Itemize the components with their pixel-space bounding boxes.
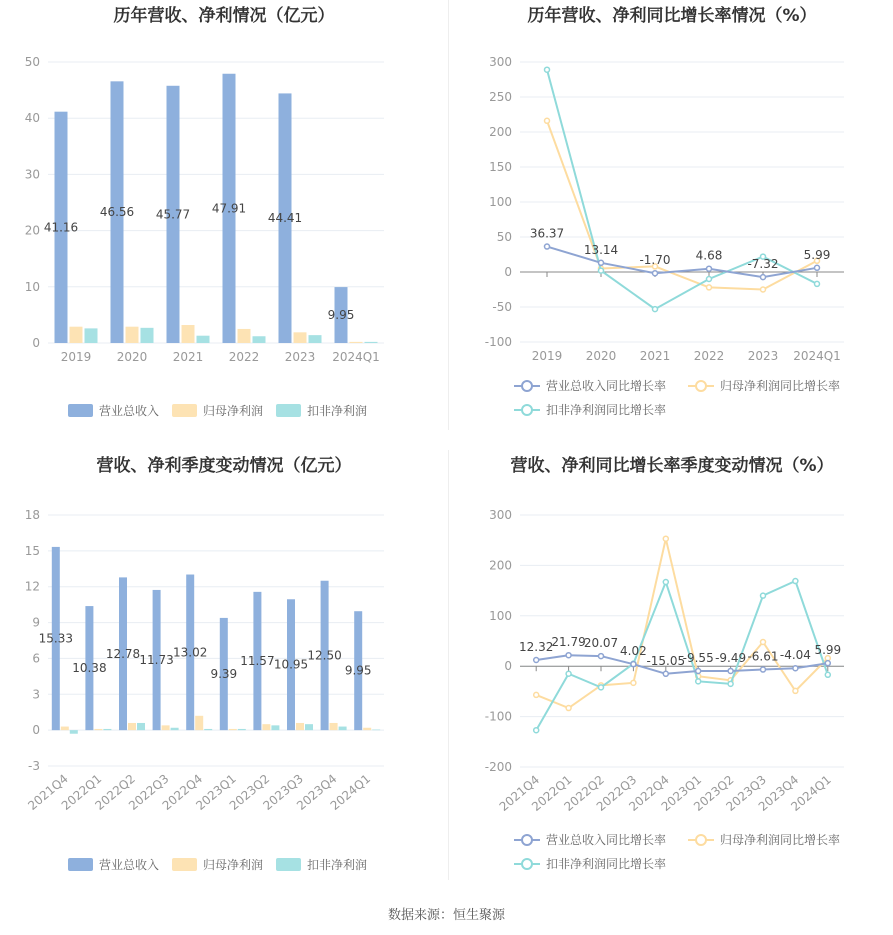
chart-title: 营收、净利同比增长率季度变动情况（%） bbox=[510, 456, 834, 476]
legend-color-swatch bbox=[172, 404, 197, 417]
x-tick-label: 2024Q1 bbox=[793, 349, 841, 363]
x-tick-label: 2023Q2 bbox=[691, 772, 737, 814]
data-point bbox=[599, 268, 604, 273]
legend-label: 扣非净利润同比增长率 bbox=[546, 857, 667, 871]
data-point bbox=[761, 275, 766, 280]
data-point bbox=[793, 666, 798, 671]
legend-circle-marker bbox=[696, 835, 706, 845]
legend-circle-marker bbox=[522, 835, 532, 845]
legend-label: 营业总收入同比增长率 bbox=[546, 379, 667, 393]
legend-label: 营业总收入同比增长率 bbox=[546, 833, 667, 847]
bar-deducted-profit bbox=[309, 335, 322, 343]
x-tick-label: 2023Q1 bbox=[193, 771, 239, 813]
bar-data-label: 13.02 bbox=[173, 645, 208, 660]
y-tick-label: 200 bbox=[489, 558, 512, 573]
data-point bbox=[728, 668, 733, 673]
bar-data-label: 10.95 bbox=[273, 657, 309, 672]
chart-title: 营收、净利季度变动情况（亿元） bbox=[96, 456, 352, 476]
data-point bbox=[761, 287, 766, 292]
data-point bbox=[815, 265, 820, 270]
bar-net-profit bbox=[296, 723, 304, 730]
y-tick-label: 0 bbox=[32, 336, 40, 350]
bar-net-profit bbox=[182, 325, 195, 343]
bar-data-label: 12.78 bbox=[105, 646, 141, 661]
bar-deducted-profit bbox=[141, 328, 154, 343]
x-tick-label: 2023Q1 bbox=[658, 772, 705, 814]
bar-deducted-profit bbox=[238, 729, 246, 730]
data-point bbox=[653, 307, 658, 312]
line-data-label: 36.37 bbox=[529, 226, 565, 241]
bar-data-label: 12.50 bbox=[307, 648, 342, 663]
x-tick-label: 2023 bbox=[284, 350, 316, 364]
line-data-label: 4.02 bbox=[620, 644, 647, 659]
data-point bbox=[599, 685, 604, 690]
data-point bbox=[534, 692, 539, 697]
x-tick-label: 2023Q2 bbox=[226, 771, 273, 813]
legend-label: 归母净利润同比增长率 bbox=[720, 833, 841, 847]
legend-label: 归母净利润 bbox=[203, 858, 264, 872]
line-data-label: 20.07 bbox=[583, 636, 619, 651]
bar-data-label: 45.77 bbox=[155, 207, 191, 222]
line-data-label: -4.04 bbox=[779, 648, 811, 663]
bar-data-label: 9.95 bbox=[344, 663, 372, 678]
x-tick-label: 2023Q3 bbox=[260, 771, 306, 813]
line-data-label: -9.55 bbox=[682, 651, 714, 666]
line-data-label: 21.79 bbox=[551, 635, 586, 650]
y-tick-label: 40 bbox=[24, 111, 40, 126]
bar-net-profit bbox=[262, 724, 270, 730]
y-tick-label: 0 bbox=[504, 265, 512, 279]
bar-data-label: 47.91 bbox=[211, 201, 247, 216]
series-line-net-profit bbox=[536, 539, 828, 708]
x-tick-label: 2022 bbox=[693, 349, 725, 363]
x-tick-label: 2024Q1 bbox=[327, 771, 374, 813]
x-tick-label: 2024Q1 bbox=[332, 350, 380, 364]
bar-net-profit bbox=[330, 723, 338, 730]
data-point bbox=[545, 67, 550, 72]
data-point bbox=[663, 580, 668, 585]
quarterly-growth-rate-chart bbox=[448, 450, 893, 890]
x-tick-label: 2021 bbox=[172, 350, 204, 364]
y-tick-label: -50 bbox=[492, 300, 512, 314]
legend-label: 营业总收入 bbox=[99, 858, 160, 872]
data-point bbox=[599, 260, 604, 265]
bar-net-profit bbox=[350, 342, 363, 343]
x-tick-label: 2020 bbox=[116, 350, 148, 364]
y-tick-label: 50 bbox=[496, 230, 512, 244]
legend-color-swatch bbox=[172, 858, 197, 871]
y-tick-label: 6 bbox=[32, 651, 40, 666]
data-point bbox=[793, 688, 798, 693]
data-point bbox=[599, 654, 604, 659]
y-tick-label: 300 bbox=[489, 55, 512, 69]
bar-data-label: 46.56 bbox=[99, 205, 135, 220]
data-point bbox=[728, 681, 733, 686]
legend-label: 归母净利润同比增长率 bbox=[720, 379, 841, 393]
bar-net-profit bbox=[363, 728, 371, 730]
bar-data-label: 11.57 bbox=[240, 653, 275, 668]
data-point bbox=[566, 706, 571, 711]
y-tick-label: -100 bbox=[484, 709, 512, 724]
y-tick-label: 0 bbox=[504, 659, 512, 674]
data-point bbox=[663, 671, 668, 676]
y-tick-label: 12 bbox=[24, 579, 40, 594]
y-tick-label: 250 bbox=[489, 90, 512, 104]
bar-deducted-profit bbox=[339, 727, 347, 731]
bar-deducted-profit bbox=[137, 723, 145, 730]
data-point bbox=[707, 266, 712, 271]
x-tick-label: 2021Q4 bbox=[496, 772, 543, 814]
data-point bbox=[761, 640, 766, 645]
data-point bbox=[631, 662, 636, 667]
bar-net-profit bbox=[162, 725, 170, 730]
line-data-label: -7.32 bbox=[747, 257, 779, 272]
bar-data-label: 11.73 bbox=[139, 653, 174, 668]
bar-net-profit bbox=[294, 332, 307, 343]
line-data-label: 12.32 bbox=[519, 639, 554, 654]
x-tick-label: 2022Q1 bbox=[58, 771, 105, 813]
y-tick-label: 18 bbox=[24, 508, 40, 522]
line-data-label: -9.49 bbox=[715, 650, 747, 665]
chart-title: 历年营收、净利情况（亿元） bbox=[113, 6, 335, 26]
legend-label: 归母净利润 bbox=[203, 404, 264, 418]
legend-circle-marker bbox=[696, 381, 706, 391]
line-data-label: -15.05 bbox=[646, 653, 686, 668]
annual-revenue-profit-chart bbox=[0, 0, 448, 440]
bar-net-profit bbox=[70, 327, 83, 343]
x-tick-label: 2019 bbox=[60, 350, 92, 364]
x-tick-label: 2021Q4 bbox=[25, 771, 71, 813]
y-tick-label: 300 bbox=[489, 508, 512, 522]
data-point bbox=[534, 657, 539, 662]
data-point bbox=[825, 661, 830, 666]
x-tick-label: 2023Q3 bbox=[723, 772, 769, 814]
legend-color-swatch bbox=[276, 404, 301, 417]
bar-net-profit bbox=[238, 329, 251, 343]
x-tick-label: 2023Q4 bbox=[294, 771, 340, 813]
data-point bbox=[825, 672, 830, 677]
line-data-label: 13.14 bbox=[583, 242, 619, 257]
annual-growth-rate-chart bbox=[448, 0, 893, 440]
y-tick-label: -3 bbox=[28, 759, 40, 773]
bar-net-profit bbox=[229, 729, 237, 730]
bar-deducted-profit bbox=[305, 724, 313, 730]
x-tick-label: 2021 bbox=[639, 349, 671, 363]
x-tick-label: 2022Q2 bbox=[561, 772, 607, 814]
bar-deducted-profit bbox=[171, 728, 179, 730]
data-point bbox=[663, 536, 668, 541]
line-data-label: 5.99 bbox=[814, 643, 842, 658]
legend-color-swatch bbox=[68, 404, 93, 417]
x-tick-label: 2024Q1 bbox=[788, 772, 834, 814]
y-tick-label: 9 bbox=[32, 615, 40, 630]
bar-deducted-profit bbox=[70, 730, 78, 734]
bar-deducted-profit bbox=[103, 729, 111, 730]
bar-net-profit bbox=[61, 727, 69, 731]
data-point bbox=[545, 118, 550, 123]
data-point bbox=[793, 579, 798, 584]
legend-label: 扣非净利润 bbox=[307, 858, 368, 872]
y-tick-label: 3 bbox=[32, 687, 40, 702]
legend-color-swatch bbox=[68, 858, 93, 871]
x-tick-label: 2023 bbox=[747, 349, 779, 363]
x-tick-label: 2022Q4 bbox=[159, 771, 206, 813]
x-tick-label: 2022Q3 bbox=[126, 771, 172, 813]
data-point bbox=[653, 271, 658, 276]
line-data-label: 5.99 bbox=[803, 247, 831, 262]
chart-title: 历年营收、净利同比增长率情况（%） bbox=[527, 6, 817, 26]
bar-data-label: 10.38 bbox=[72, 661, 107, 676]
quarterly-revenue-profit-chart bbox=[0, 450, 448, 890]
data-point bbox=[631, 680, 636, 685]
bar-data-label: 9.39 bbox=[210, 667, 238, 682]
bar-data-label: 15.33 bbox=[38, 631, 73, 646]
data-point bbox=[566, 653, 571, 658]
data-point bbox=[534, 728, 539, 733]
legend-label: 扣非净利润同比增长率 bbox=[546, 403, 667, 417]
y-tick-label: 100 bbox=[489, 195, 512, 209]
x-tick-label: 2022Q2 bbox=[92, 771, 138, 813]
y-tick-label: 50 bbox=[24, 55, 40, 69]
y-tick-label: 200 bbox=[489, 125, 512, 139]
x-tick-label: 2019 bbox=[531, 349, 563, 363]
bar-deducted-profit bbox=[253, 336, 266, 343]
data-point bbox=[707, 277, 712, 282]
x-tick-label: 2023Q4 bbox=[755, 772, 802, 814]
x-tick-label: 2022Q3 bbox=[593, 772, 640, 814]
data-point bbox=[696, 669, 701, 674]
y-tick-label: -200 bbox=[484, 760, 512, 774]
data-point bbox=[545, 244, 550, 249]
bar-deducted-profit bbox=[204, 729, 212, 730]
y-tick-label: 30 bbox=[24, 167, 40, 182]
x-tick-label: 2022Q1 bbox=[529, 772, 575, 814]
x-tick-label: 2022Q4 bbox=[626, 772, 672, 814]
data-point bbox=[761, 593, 766, 598]
x-tick-label: 2022 bbox=[228, 350, 260, 364]
bar-deducted-profit bbox=[85, 328, 98, 343]
legend-circle-marker bbox=[522, 381, 532, 391]
line-data-label: -6.61 bbox=[747, 649, 779, 664]
bar-net-profit bbox=[94, 729, 102, 730]
legend-label: 扣非净利润 bbox=[307, 404, 368, 418]
data-point bbox=[707, 285, 712, 290]
legend-color-swatch bbox=[276, 858, 301, 871]
data-source: 数据来源：恒生聚源 bbox=[387, 908, 505, 923]
line-data-label: -1.70 bbox=[639, 253, 671, 268]
y-tick-label: 150 bbox=[489, 160, 512, 174]
bar-net-profit bbox=[126, 327, 139, 343]
bar-data-label: 41.16 bbox=[43, 220, 79, 235]
bar-data-label: 44.41 bbox=[267, 211, 303, 226]
x-tick-label: 2020 bbox=[585, 349, 617, 363]
y-tick-label: 0 bbox=[32, 723, 40, 738]
series-line-deducted-profit bbox=[547, 70, 817, 309]
legend-circle-marker bbox=[522, 405, 532, 415]
bar-deducted-profit bbox=[271, 725, 279, 730]
bar-deducted-profit bbox=[197, 336, 210, 343]
data-point bbox=[566, 671, 571, 676]
y-tick-label: 20 bbox=[24, 223, 40, 238]
y-tick-label: 10 bbox=[24, 279, 40, 294]
data-point bbox=[761, 667, 766, 672]
line-data-label: 4.68 bbox=[695, 248, 723, 263]
bar-net-profit bbox=[128, 723, 136, 730]
bar-deducted-profit bbox=[372, 730, 380, 731]
legend-circle-marker bbox=[522, 859, 532, 869]
data-point bbox=[696, 679, 701, 684]
bar-data-label: 9.95 bbox=[327, 308, 355, 323]
bar-deducted-profit bbox=[365, 342, 378, 343]
y-tick-label: 15 bbox=[24, 543, 40, 558]
legend-label: 营业总收入 bbox=[99, 404, 160, 418]
bar-net-profit bbox=[195, 716, 203, 730]
y-tick-label: 100 bbox=[489, 608, 512, 623]
y-tick-label: -100 bbox=[484, 335, 512, 349]
data-point bbox=[815, 281, 820, 286]
